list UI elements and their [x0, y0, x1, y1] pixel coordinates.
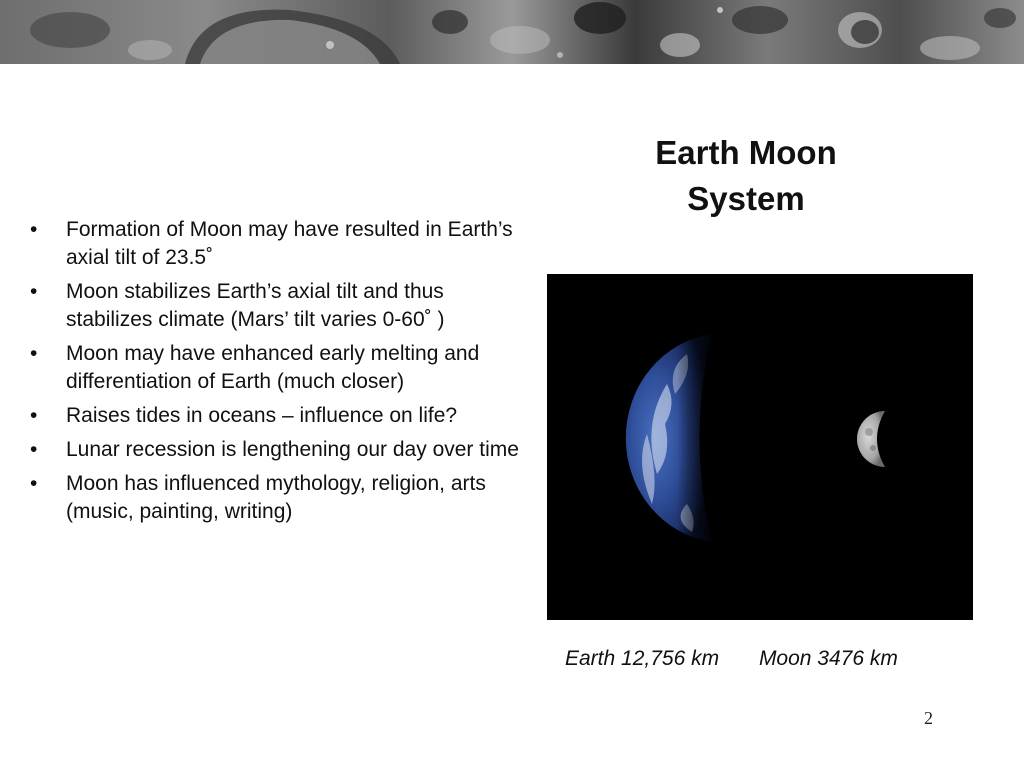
bullet-text: Lunar recession is lengthening our day over time [66, 438, 519, 461]
bullet-glyph: • [30, 280, 38, 303]
bullet-text: Moon has influenced mythology, religion, arts (music, painting, writing) [66, 472, 486, 523]
crater-texture [0, 0, 1024, 64]
bullet-text: Moon may have enhanced early melting and differentiation of Earth (much closer) [66, 342, 480, 393]
title-line-2: System [687, 180, 805, 217]
bullet-list [28, 216, 528, 532]
bullet-item [28, 436, 528, 464]
bullet-glyph: • [30, 472, 38, 495]
bullet-item [28, 402, 528, 430]
page-number: 2 [924, 708, 933, 728]
bullet-item [28, 278, 528, 334]
bullet-glyph: • [30, 404, 38, 427]
bullet-item [28, 216, 528, 272]
earth-moon-photo [547, 274, 973, 620]
earth-diameter-caption: Earth 12,756 km [565, 647, 720, 670]
bullet-item [28, 470, 528, 526]
slide-title [610, 130, 882, 222]
bullet-text: Raises tides in oceans – influence on life? [66, 404, 458, 427]
bullet-item [28, 340, 528, 396]
bullet-text: Formation of Moon may have resulted in Earth’s axial tilt of 23.5˚ [66, 218, 513, 269]
lunar-surface-banner [0, 0, 1024, 64]
bullet-glyph: • [30, 438, 38, 461]
bullet-glyph: • [30, 342, 38, 365]
bullet-text: Moon stabilizes Earth’s axial tilt and thus stabilizes climate (Mars’ tilt varies 0-60˚ ) [66, 280, 445, 331]
moon-diameter-caption: Moon 3476 km [758, 647, 898, 670]
earth-moon-image [547, 274, 973, 620]
photo-caption [565, 647, 898, 671]
title-line-1: Earth Moon [655, 134, 837, 171]
bullet-glyph: • [30, 218, 38, 241]
